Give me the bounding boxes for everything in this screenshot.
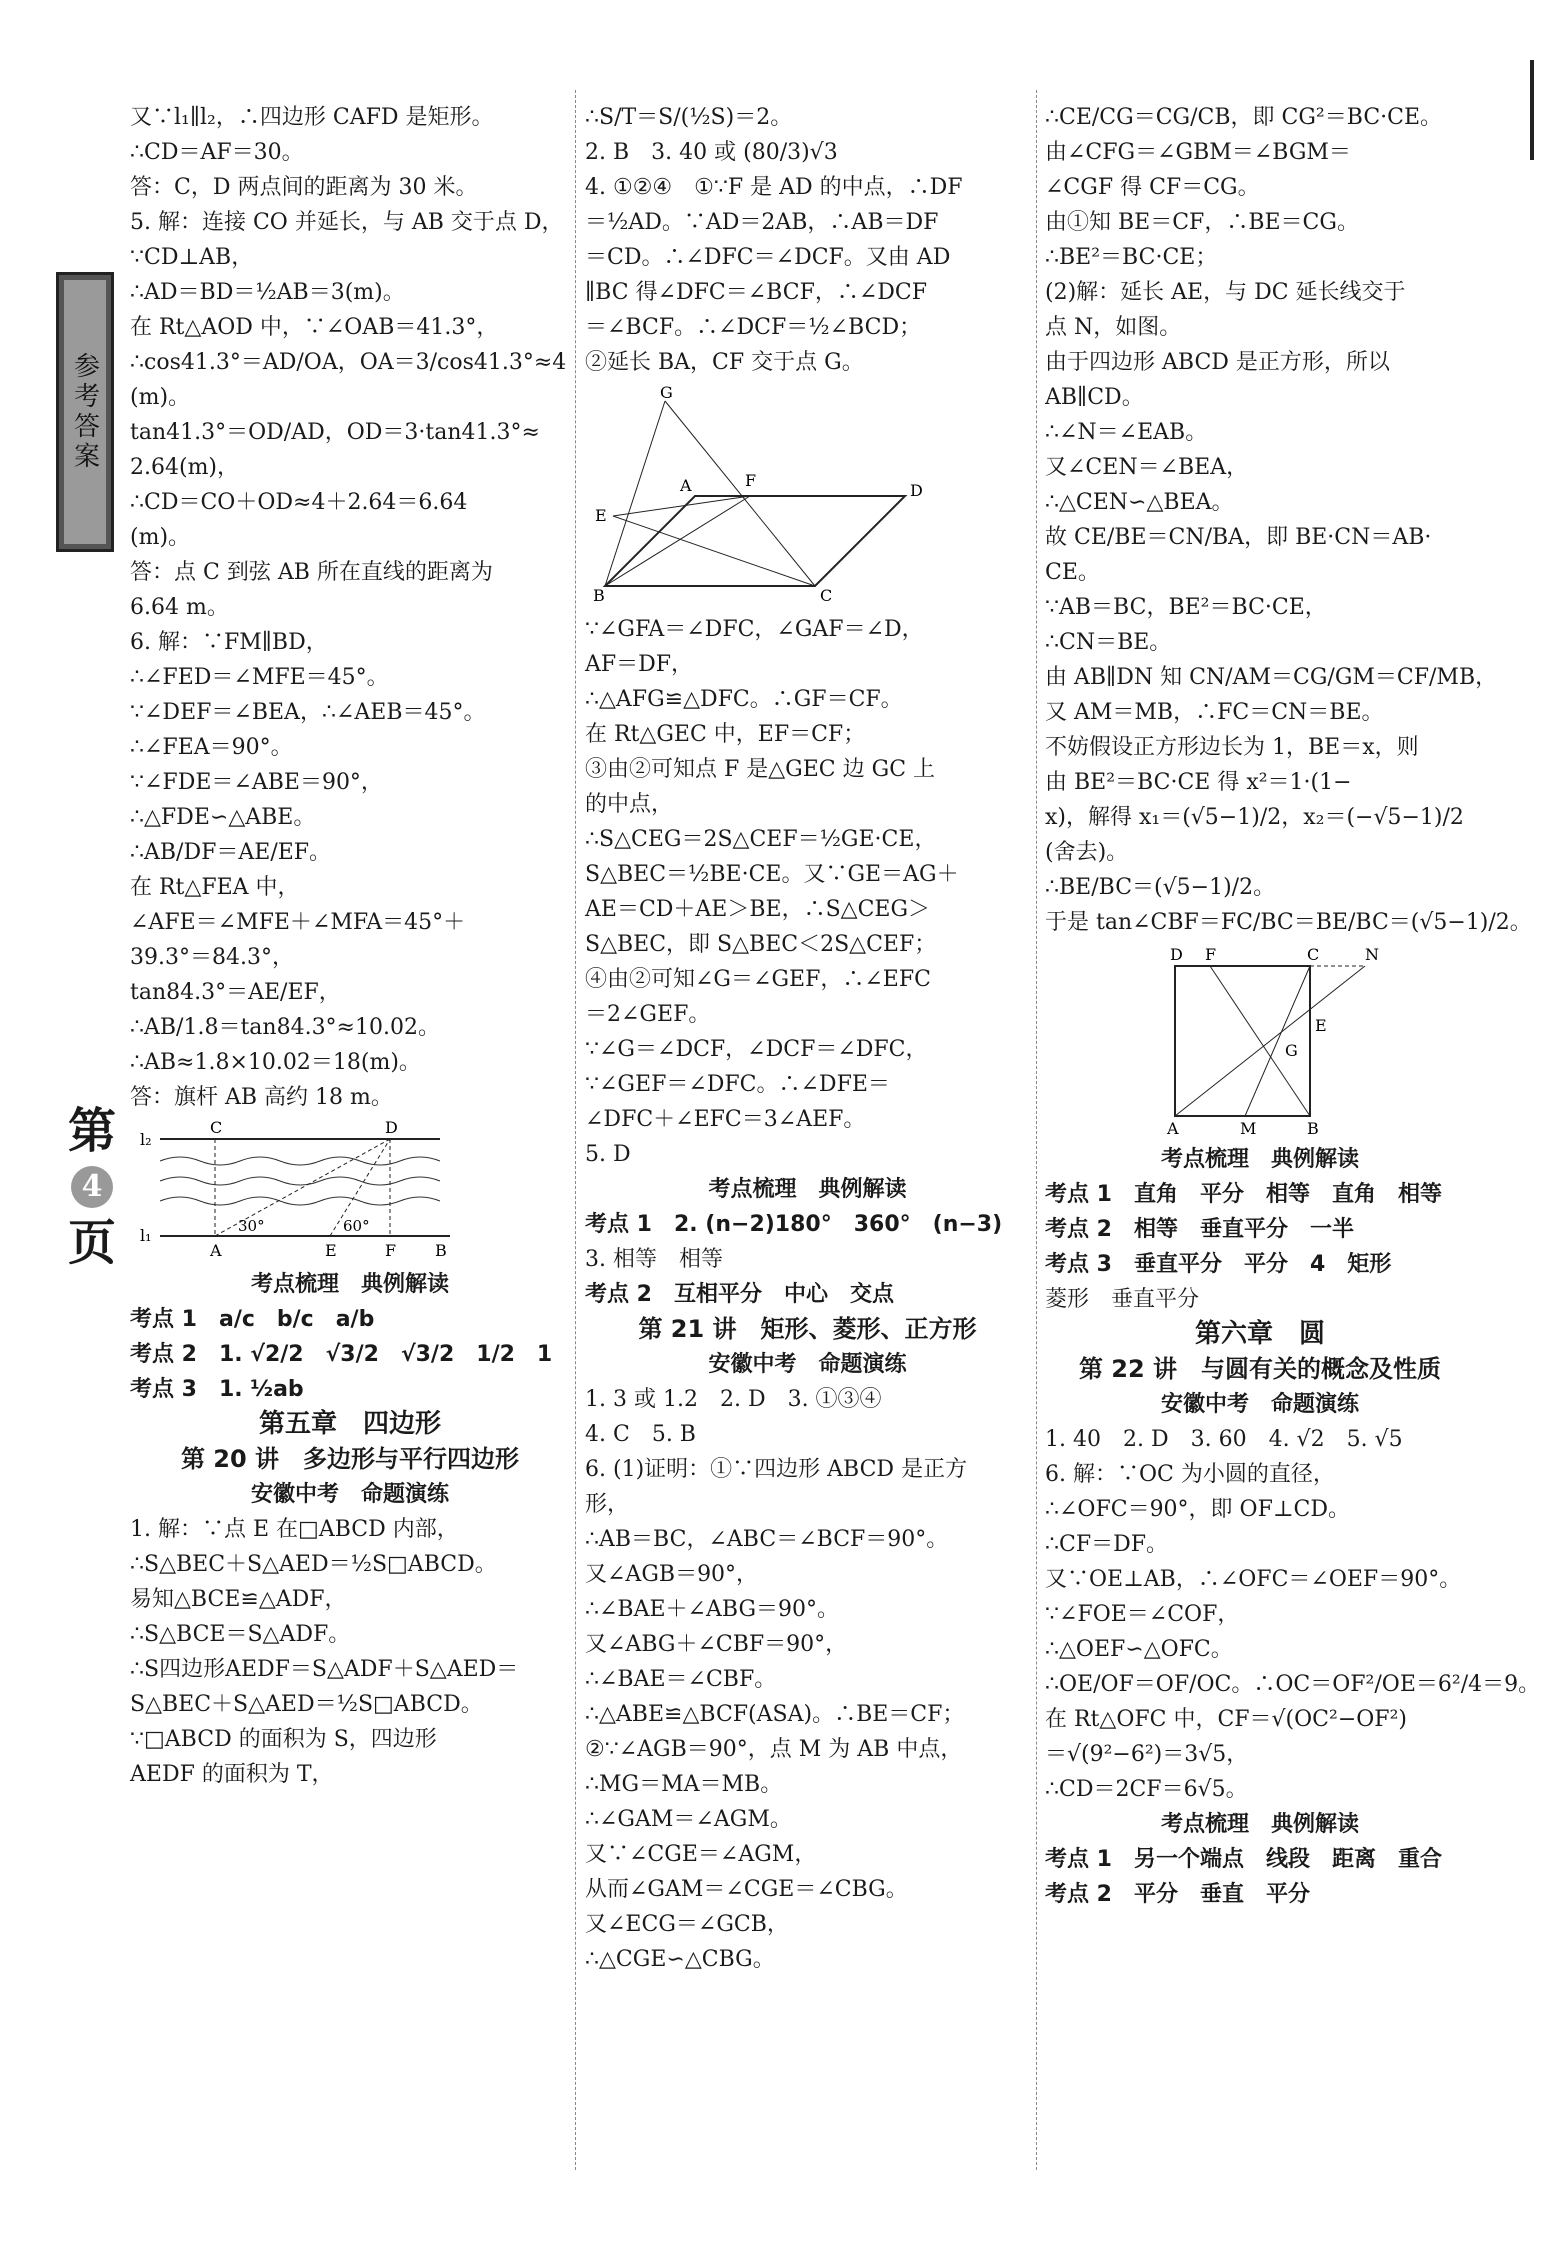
text-line: 在 Rt△OFC 中，CF＝√(OC²−OF²)	[1045, 1707, 1407, 1732]
column-2	[585, 100, 1030, 1977]
kaodian-1: 考点 1 直角 平分 相等 直角 相等	[1045, 1182, 1442, 1207]
text-line: x)，解得 x₁＝(√5−1)/2，x₂＝(−√5−1)/2	[1045, 805, 1464, 830]
text-line: ∴△AFG≌△DFC。∴GF＝CF。	[585, 687, 903, 712]
text-line: ∴cos41.3°＝AD/OA，OA＝3/cos41.3°≈4	[130, 350, 567, 375]
text-line: ∴△CGE∽△CBG。	[585, 1947, 775, 1972]
text-line: 在 Rt△AOD 中，∵∠OAB＝41.3°，	[130, 315, 499, 340]
text-line: ∴BE²＝BC·CE；	[1045, 245, 1218, 270]
answer-tab	[56, 272, 114, 552]
text-line: 又∠ABG＋∠CBF＝90°，	[585, 1632, 848, 1657]
text-line: ∴∠OFC＝90°，即 OF⊥CD。	[1045, 1497, 1351, 1522]
text-line: 在 Rt△GEC 中，EF＝CF；	[585, 722, 866, 747]
drill-title: 安徽中考 命题演练	[708, 1351, 907, 1377]
lesson-title: 第 21 讲 矩形、菱形、正方形	[638, 1315, 977, 1343]
label-d: D	[910, 481, 923, 500]
text-line: S△BEC，即 S△BEC＜2S△CEF；	[585, 932, 937, 957]
text-line: ∴BE/BC＝(√5−1)/2。	[1045, 875, 1276, 900]
kaodian-1: 考点 1 a/c b/c a/b	[130, 1307, 375, 1332]
text-line: 1. 解：∵点 E 在□ABCD 内部，	[130, 1517, 459, 1542]
edge-rule	[1530, 60, 1534, 160]
kaodian-2: 考点 2 相等 垂直平分 一半	[1045, 1217, 1354, 1242]
label-g: G	[1285, 1041, 1298, 1060]
text-line: ∥BC 得∠DFC＝∠BCF，∴∠DCF	[585, 280, 928, 305]
text-line: ③由②可知点 F 是△GEC 边 GC 上	[585, 757, 936, 782]
text-line: ∴∠FEA＝90°。	[130, 735, 293, 760]
kaodian-2c: 考点 2 平分 垂直 平分	[1045, 1882, 1310, 1907]
label-c: C	[820, 586, 833, 605]
text-line: 形，	[585, 1492, 630, 1517]
text-line: 6. 解：∵FM∥BD，	[130, 630, 328, 655]
text-line: 由①知 BE＝CF，∴BE＝CG。	[1045, 210, 1359, 235]
review-title: 考点梳理 典例解读	[708, 1176, 907, 1202]
text-line: ∴CE/CG＝CG/CB，即 CG²＝BC·CE。	[1045, 105, 1443, 130]
text-line: ∴AB/1.8＝tan84.3°≈10.02。	[130, 1015, 440, 1040]
text-line: ∴∠GAM＝∠AGM。	[585, 1807, 792, 1832]
text-line: ∵CD⊥AB，	[130, 245, 254, 270]
text-line: ∴△ABE≌△BCF(ASA)。∴BE＝CF；	[585, 1702, 965, 1727]
text-line: ∴△CEN∽△BEA。	[1045, 490, 1234, 515]
text-line: ②延长 BA，CF 交于点 G。	[585, 350, 864, 375]
page-number: 4	[71, 1166, 113, 1208]
text-line: ∴CD＝CO＋OD≈4＋2.64＝6.64	[130, 490, 468, 515]
text-line: (m)。	[130, 525, 191, 550]
kaodian-2: 考点 2 1. √2/2 √3/2 √3/2 1/2 1	[130, 1342, 553, 1367]
text-line: ∴AB＝BC，∠ABC＝∠BCF＝90°。	[585, 1527, 949, 1552]
label-e: E	[325, 1241, 337, 1260]
label-f: F	[1205, 945, 1217, 964]
text-line: ∴S△BCE＝S△ADF。	[130, 1622, 351, 1647]
kaodian-3b: 菱形 垂直平分	[1045, 1287, 1200, 1312]
text-line: ∴AB/DF＝AE/EF。	[130, 840, 332, 865]
text-line: AB∥CD。	[1045, 385, 1144, 410]
drill-title: 安徽中考 命题演练	[250, 1481, 449, 1507]
text-line: 2.64(m)，	[130, 455, 240, 480]
label-a: A	[210, 1241, 222, 1260]
text-line: 4. C 5. B	[585, 1422, 696, 1447]
text-line: 又 AM＝MB，∴FC＝CN＝BE。	[1045, 700, 1384, 725]
text-line: 答：点 C 到弦 AB 所在直线的距离为	[130, 560, 493, 585]
angle-30: 30°	[238, 1217, 265, 1235]
text-line: ②∵∠AGB＝90°，点 M 为 AB 中点，	[585, 1737, 963, 1762]
text-line: ④由②可知∠G＝∠GEF，∴∠EFC	[585, 967, 931, 992]
text-line: ∴S四边形AEDF＝S△ADF＋S△AED＝	[130, 1657, 519, 1682]
text-line: ＝½AD。∵AD＝2AB，∴AB＝DF	[585, 210, 939, 235]
text-line: 6. 解：∵OC 为小圆的直径，	[1045, 1462, 1335, 1487]
label-c: C	[210, 1118, 223, 1137]
text-line: (m)。	[130, 385, 191, 410]
text-line: ∴S△CEG＝2S△CEF＝½GE·CE，	[585, 827, 937, 852]
text-line: S△BEC＝½BE·CE。又∵GE＝AG＋	[585, 862, 959, 887]
text-line: 的中点，	[585, 792, 674, 817]
text-line: ∴CD＝2CF＝6√5。	[1045, 1777, 1248, 1802]
text-line: 由 BE²＝BC·CE 得 x²＝1·(1−	[1045, 770, 1352, 795]
label-e: E	[595, 506, 607, 525]
text-line: ∵AB＝BC，BE²＝BC·CE，	[1045, 595, 1327, 620]
text-line: ∴AD＝BD＝½AB＝3(m)。	[130, 280, 405, 305]
text-line: 答：C，D 两点间的距离为 30 米。	[130, 175, 478, 200]
parallelogram-figure	[585, 383, 985, 606]
text-line: ∠DFC＋∠EFC＝3∠AEF。	[585, 1107, 866, 1132]
kaodian-1b: 3. 相等 相等	[585, 1247, 723, 1272]
text-line: ∴CD＝AF＝30。	[130, 140, 304, 165]
label-a: A	[680, 476, 692, 495]
column-3	[1045, 100, 1541, 1912]
kaodian-3: 考点 3 1. ½ab	[130, 1377, 304, 1402]
text-line: 又∵l₁∥l₂，∴四边形 CAFD 是矩形。	[130, 105, 494, 130]
kaodian-1: 考点 1 2. (n−2)180° 360° (n−3)	[585, 1212, 1003, 1237]
page-suffix: 页	[67, 1215, 116, 1271]
chapter-title: 第六章 圆	[1194, 1319, 1325, 1349]
text-line: AE＝CD＋AE＞BE，∴S△CEG＞	[585, 897, 931, 922]
text-line: 由于四边形 ABCD 是正方形，所以	[1045, 350, 1390, 375]
text-line: 又∠ECG＝∠GCB，	[585, 1912, 789, 1937]
label-l1: l₁	[140, 1226, 152, 1245]
column-divider	[575, 90, 577, 2170]
lesson-title: 第 22 讲 与圆有关的概念及性质	[1078, 1355, 1442, 1383]
text-line: ∴OE/OF＝OF/OC。∴OC＝OF²/OE＝6²/4＝9。	[1045, 1672, 1541, 1697]
text-line: 又∠AGB＝90°，	[585, 1562, 759, 1587]
text-line: ∴AB≈1.8×10.02＝18(m)。	[130, 1050, 421, 1075]
column-1	[130, 100, 570, 1792]
text-line: ∵□ABCD 的面积为 S，四边形	[130, 1727, 437, 1752]
kaodian-2: 考点 2 互相平分 中心 交点	[585, 1282, 894, 1307]
review-title: 考点梳理 典例解读	[1160, 1146, 1359, 1172]
text-line: ∴∠BAE＋∠ABG＝90°。	[585, 1597, 840, 1622]
drill-title: 安徽中考 命题演练	[1160, 1391, 1359, 1417]
label-b: B	[1307, 1119, 1319, 1138]
text-line: ∴△FDE∽△ABE。	[130, 805, 316, 830]
chapter-title: 第五章 四边形	[258, 1409, 441, 1439]
text-line: ∴△OEF∽△OFC。	[1045, 1637, 1233, 1662]
text-line: ∵∠G＝∠DCF，∠DCF＝∠DFC，	[585, 1037, 928, 1062]
text-line: 故 CE/BE＝CN/BA，即 BE·CN＝AB·	[1045, 525, 1432, 550]
text-line: 又∵∠CGE＝∠AGM，	[585, 1842, 817, 1867]
text-line: ∴∠FED＝∠MFE＝45°。	[130, 665, 389, 690]
river-figure	[130, 1118, 470, 1261]
text-line: S△BEC＋S△AED＝½S□ABCD。	[130, 1692, 483, 1717]
page-prefix: 第	[67, 1103, 116, 1159]
text-line: 又∠CEN＝∠BEA，	[1045, 455, 1249, 480]
text-line: ∴∠BAE＝∠CBF。	[585, 1667, 777, 1692]
text-line: 由 AB∥DN 知 CN/AM＝CG/GM＝CF/MB，	[1045, 665, 1498, 690]
square-figure	[1045, 945, 1379, 1138]
text-line: ∵∠DEF＝∠BEA，∴∠AEB＝45°。	[130, 700, 486, 725]
label-b: B	[593, 586, 605, 605]
text-line: CE。	[1045, 560, 1100, 585]
text-line: 1. 40 2. D 3. 60 4. √2 5. √5	[1045, 1427, 1403, 1452]
text-line: tan41.3°＝OD/AD，OD＝3·tan41.3°≈	[130, 420, 540, 445]
text-line: ∠AFE＝∠MFE＋∠MFA＝45°＋	[130, 910, 466, 935]
label-f: F	[745, 471, 757, 490]
label-d: D	[1170, 945, 1183, 964]
text-line: 6.64 m。	[130, 595, 229, 620]
text-line: 1. 3 或 1.2 2. D 3. ①③④	[585, 1387, 882, 1412]
label-d: D	[385, 1118, 398, 1137]
text-line: 4. ①②④ ①∵F 是 AD 的中点，∴DF	[585, 175, 963, 200]
text-line: ∴MG＝MA＝MB。	[585, 1772, 783, 1797]
label-b: B	[435, 1241, 447, 1260]
page-marker	[62, 1100, 122, 1274]
text-line: ∴S/T＝S/(½S)＝2。	[585, 105, 793, 130]
text-line: (2)解：延长 AE，与 DC 延长线交于	[1045, 280, 1406, 305]
text-line: 从而∠GAM＝∠CGE＝∠CBG。	[585, 1877, 908, 1902]
label-l2: l₂	[140, 1130, 152, 1149]
text-line: ＝∠BCF。∴∠DCF＝½∠BCD；	[585, 315, 922, 340]
text-line: 5. 解：连接 CO 并延长，与 AB 交于点 D，	[130, 210, 564, 235]
text-line: (舍去)。	[1045, 840, 1129, 865]
text-line: ∴∠N＝∠EAB。	[1045, 420, 1208, 445]
review-title-2: 考点梳理 典例解读	[1160, 1811, 1359, 1837]
text-line: 易知△BCE≌△ADF，	[130, 1587, 347, 1612]
text-line: 5. D	[585, 1142, 631, 1167]
text-line: ∴S△BEC＋S△AED＝½S□ABCD。	[130, 1552, 497, 1577]
kaodian-3: 考点 3 垂直平分 平分 4 矩形	[1045, 1252, 1392, 1277]
label-a: A	[1167, 1119, 1179, 1138]
text-line: ∵∠FOE＝∠COF，	[1045, 1602, 1240, 1627]
label-g: G	[660, 383, 673, 402]
text-line: AEDF 的面积为 T，	[130, 1762, 334, 1787]
text-line: ＝√(9²−6²)＝3√5，	[1045, 1742, 1249, 1767]
lesson-title: 第 20 讲 多边形与平行四边形	[180, 1445, 520, 1473]
text-line: 6. (1)证明：①∵四边形 ABCD 是正方	[585, 1457, 968, 1482]
label-f: F	[385, 1241, 397, 1260]
label-m: M	[1240, 1119, 1257, 1138]
label-n: N	[1365, 945, 1379, 964]
text-line: ∴CF＝DF。	[1045, 1532, 1168, 1557]
text-line: 由∠CFG＝∠GBM＝∠BGM＝	[1045, 140, 1351, 165]
text-line: 点 N，如图。	[1045, 315, 1182, 340]
kaodian-1c: 考点 1 另一个端点 线段 距离 重合	[1045, 1847, 1442, 1872]
text-line: ∵∠FDE＝∠ABE＝90°，	[130, 770, 383, 795]
text-line: 答：旗杆 AB 高约 18 m。	[130, 1085, 393, 1110]
text-line: 又∵OE⊥AB，∴∠OFC＝∠OEF＝90°。	[1045, 1567, 1462, 1592]
text-line: ∠CGF 得 CF＝CG。	[1045, 175, 1260, 200]
angle-60: 60°	[343, 1217, 370, 1235]
text-line: 39.3°＝84.3°，	[130, 945, 294, 970]
text-line: tan84.3°＝AE/EF，	[130, 980, 341, 1005]
text-line: 2. B 3. 40 或 (80/3)√3	[585, 140, 838, 165]
label-c: C	[1307, 945, 1320, 964]
text-line: 于是 tan∠CBF＝FC/BC＝BE/BC＝(√5−1)/2。	[1045, 910, 1532, 935]
text-line: 在 Rt△FEA 中，	[130, 875, 300, 900]
text-line: ＝CD。∴∠DFC＝∠DCF。又由 AD	[585, 245, 951, 270]
text-line: ＝2∠GEF。	[585, 1002, 711, 1027]
text-line: ∵∠GFA＝∠DFC，∠GAF＝∠D，	[585, 617, 924, 642]
text-line: ∵∠GEF＝∠DFC。∴∠DFE＝	[585, 1072, 890, 1097]
review-title: 考点梳理 典例解读	[250, 1271, 449, 1297]
text-line: ∴CN＝BE。	[1045, 630, 1172, 655]
text-line: 不妨假设正方形边长为 1，BE＝x，则	[1045, 735, 1419, 760]
column-divider	[1036, 90, 1038, 2170]
answer-tab-label: 参考答案	[69, 352, 100, 472]
label-e: E	[1315, 1016, 1327, 1035]
text-line: AF＝DF，	[585, 652, 694, 677]
